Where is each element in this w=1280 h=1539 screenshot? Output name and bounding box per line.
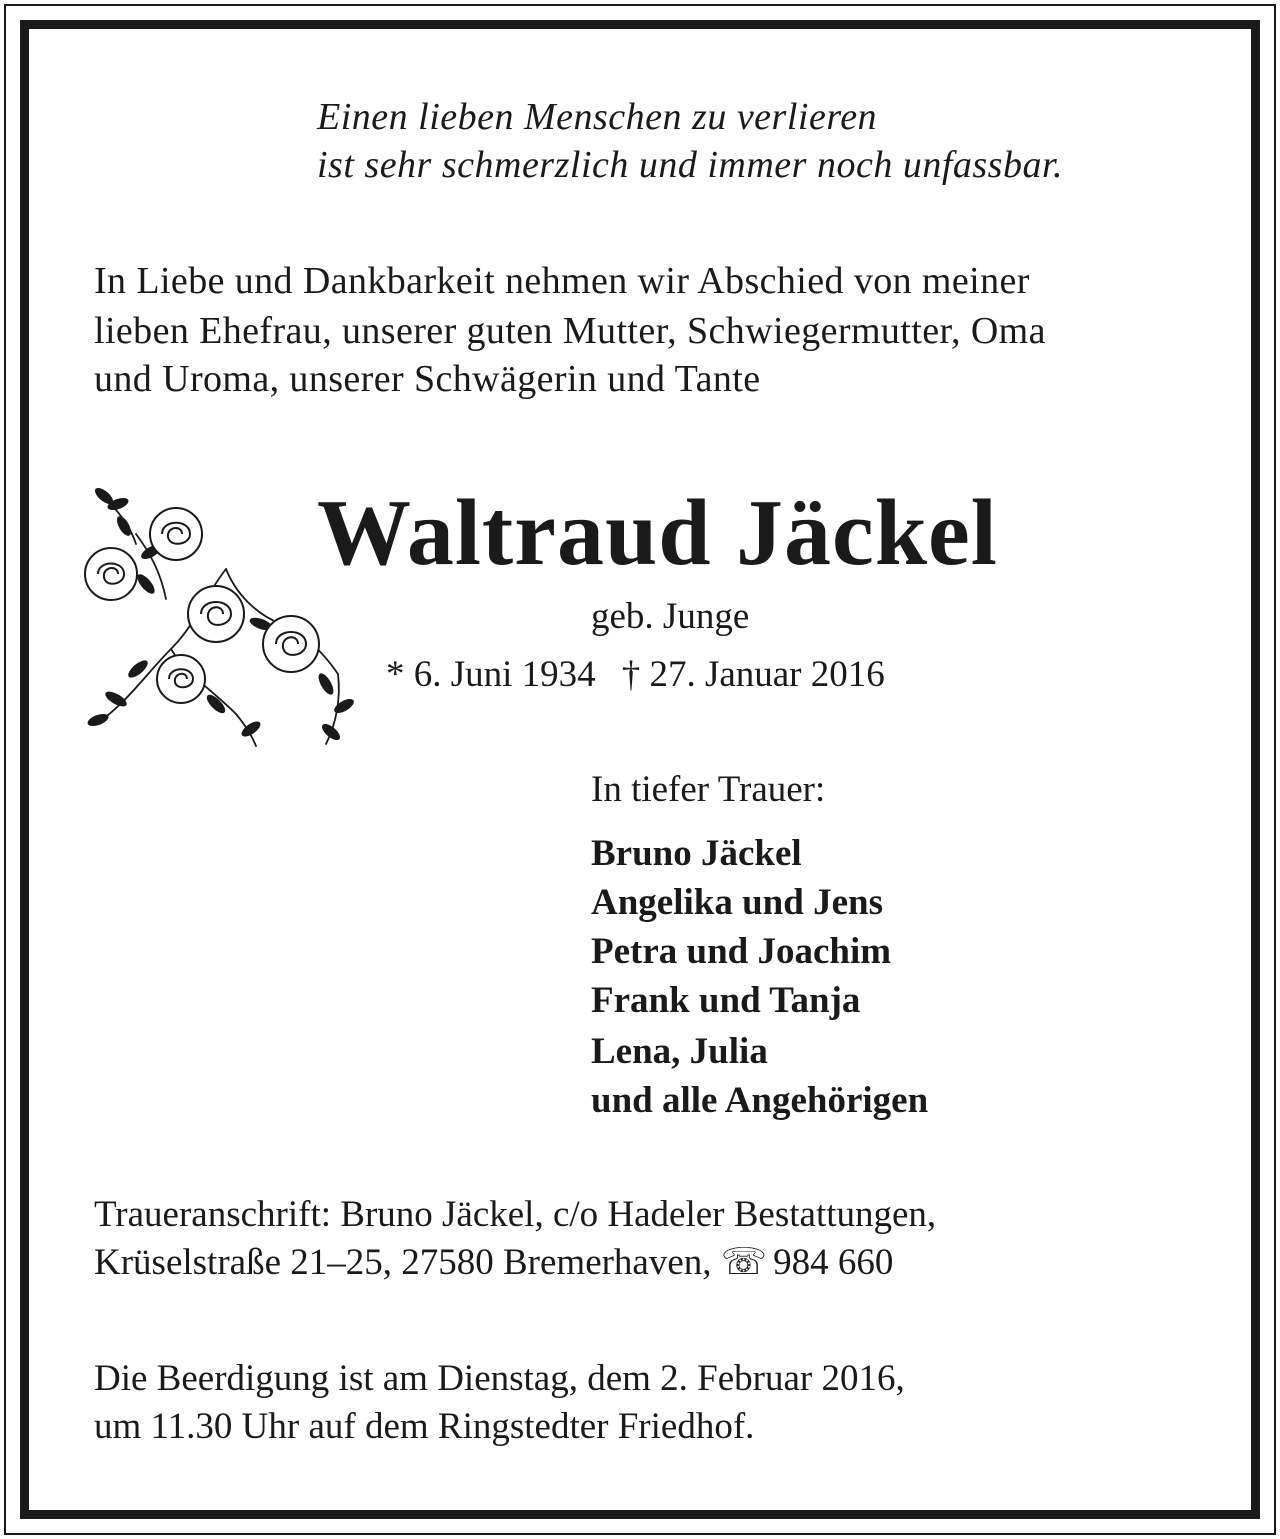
mourner-name: Angelika und Jens (591, 882, 883, 923)
mourner-name: Bruno Jäckel (591, 833, 802, 874)
address-line-2 (94, 1244, 893, 1281)
motto-line-2: ist sehr schmerzlich und immer noch unfassbar. (317, 144, 1064, 186)
intro-line-3: und Uroma, unserer Schwägerin und Tante (94, 358, 761, 400)
mourning-heading: In tiefer Trauer: (591, 769, 826, 810)
mourner-name: und alle Angehörigen (591, 1080, 929, 1121)
deceased-name: Waltraud Jäckel (317, 481, 998, 585)
maiden-name: geb. Junge (591, 596, 750, 637)
life-dates (386, 656, 885, 693)
intro-line-1: In Liebe und Dankbarkeit nehmen wir Abschied von meiner (94, 260, 1030, 302)
address-street: Krüselstraße 21–25, 27580 Bremerhaven, (94, 1242, 712, 1283)
motto-line-1: Einen lieben Menschen zu verlieren (317, 96, 878, 138)
address-line-1: Traueranschrift: Bruno Jäckel, c/o Hadeler Bestattungen, (94, 1194, 937, 1235)
funeral-line-1: Die Beerdigung ist am Dienstag, dem 2. Februar 2016, (94, 1358, 905, 1399)
birth-date: * 6. Juni 1934 (386, 654, 596, 695)
death-date: † 27. Januar 2016 (621, 654, 885, 695)
mourner-name: Frank und Tanja (591, 980, 861, 1021)
mourner-name: Petra und Joachim (591, 931, 892, 972)
mourner-name: Lena, Julia (591, 1031, 768, 1072)
funeral-line-2: um 11.30 Uhr auf dem Ringstedter Friedhof. (94, 1406, 755, 1447)
telephone-icon: ☏ (720, 1242, 768, 1283)
intro-line-2: lieben Ehefrau, unserer guten Mutter, Schwiegermutter, Oma (94, 310, 1046, 352)
phone-number: 984 660 (773, 1242, 894, 1283)
roses-icon (76, 474, 356, 754)
